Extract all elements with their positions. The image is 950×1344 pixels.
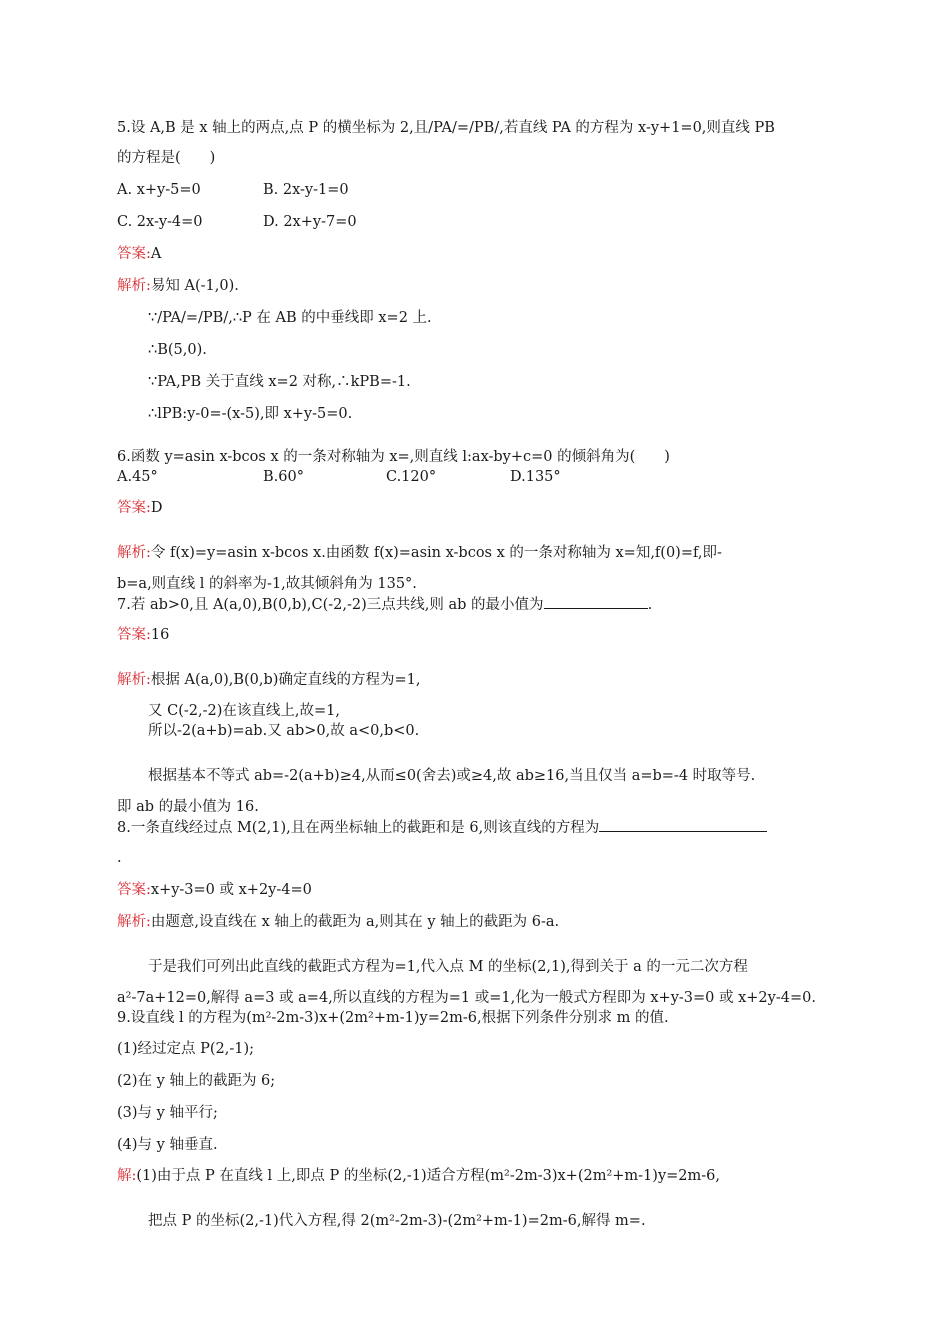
q7-analysis [117,670,420,690]
q5-option-a: A. x+y-5=0 [117,182,201,198]
q6-option-a: A.45° [117,469,158,485]
q9-item-1: (1)经过定点 P(2,-1); [117,1041,255,1057]
q5-analysis [117,276,239,296]
q5-step-4: ∴lPB:y-0=-(x-5),即 x+y-5=0. [148,406,353,422]
q7-stem-text: 7.若 ab>0,且 A(a,0),B(0,b),C(-2,-2)三点共线,则 ab 的最小值为 [117,597,544,613]
q5-stem-line1: 5.设 A,B 是 x 轴上的两点,点 P 的横坐标为 2,且/PA/=/PB/,若直线 PA 的方程为 x-y+1=0,则直线 PB [117,120,775,136]
answer-blank[interactable] [599,817,767,832]
analysis-text: 由题意,设直线在 x 轴上的截距为 a,则其在 y 轴上的截距为 6-a. [150,914,560,930]
answer-label: 答案: [117,627,151,643]
q8-answer [117,880,312,900]
q7-step-1: 又 C(-2,-2)在该直线上,故=1, [148,703,340,719]
q8-step-1: 于是我们可列出此直线的截距式方程为=1,代入点 M 的坐标(2,1),得到关于 a 的一元二次方程 [148,959,748,975]
analysis-label: 解析: [117,278,151,294]
q7-stem-end: . [647,597,653,613]
q9-solution-line2: 把点 P 的坐标(2,-1)代入方程,得 2(m²-2m-3)-(2m²+m-1)=2m-6,解得 m=. [148,1213,646,1229]
q8-stem-text: 8.一条直线经过点 M(2,1),且在两坐标轴上的截距和是 6,则该直线的方程为 [117,820,600,836]
q5-option-b: B. 2x-y-1=0 [263,182,349,198]
q7-answer [117,625,169,645]
q7-stem [117,594,652,615]
analysis-label: 解析: [117,914,151,930]
q6-answer [117,498,163,518]
answer-blank[interactable] [544,594,648,609]
q6-option-b: B.60° [263,469,304,485]
solution-text: (1)由于点 P 在直线 l 上,即点 P 的坐标(2,-1)适合方程(m²-2m-3)x+(2m²+m-1)y=2m-6, [136,1168,720,1184]
q5-stem-line2: 的方程是( ) [117,150,216,166]
q9-item-3: (3)与 y 轴平行; [117,1105,218,1121]
answer-value: A [150,246,162,262]
q5-step-3: ∵PA,PB 关于直线 x=2 对称,∴kPB=-1. [148,374,411,390]
q7-step-2: 所以-2(a+b)=ab.又 ab>0,故 a<0,b<0. [148,723,420,739]
q6-option-c: C.120° [386,469,437,485]
q8-analysis [117,912,559,932]
q7-step-3: 根据基本不等式 ab=-2(a+b)≥4,从而≤0(舍去)或≥4,故 ab≥16,当且仅当 a=b=-4 时取等号. [148,768,756,784]
analysis-label: 解析: [117,545,151,561]
answer-label: 答案: [117,500,151,516]
q5-answer [117,244,161,264]
q9-item-4: (4)与 y 轴垂直. [117,1137,218,1153]
answer-value: x+y-3=0 或 x+2y-4=0 [150,882,312,898]
analysis-text: 令 f(x)=y=asin x-bcos x.由函数 f(x)=asin x-bcos x 的一条对称轴为 x=知,f(0)=f,即- [150,545,722,561]
analysis-text: 易知 A(-1,0). [150,278,239,294]
q6-stem: 6.函数 y=asin x-bcos x 的一条对称轴为 x=,则直线 l:ax-by+c=0 的倾斜角为( ) [117,449,670,465]
solution-label: 解: [117,1168,137,1184]
answer-label: 答案: [117,246,151,262]
q5-option-c: C. 2x-y-4=0 [117,214,203,230]
q5-option-d: D. 2x+y-7=0 [263,214,357,230]
q5-step-1: ∵/PA/=/PB/,∴P 在 AB 的中垂线即 x=2 上. [148,310,432,326]
answer-label: 答案: [117,882,151,898]
analysis-label: 解析: [117,672,151,688]
q9-item-2: (2)在 y 轴上的截距为 6; [117,1073,276,1089]
q6-analysis-line2: b=a,则直线 l 的斜率为-1,故其倾斜角为 135°. [117,576,417,592]
q8-stem [117,817,767,838]
q6-option-d: D.135° [510,469,561,485]
q9-solution [117,1166,720,1186]
q9-stem: 9.设直线 l 的方程为(m²-2m-3)x+(2m²+m-1)y=2m-6,根据下列条件分别求 m 的值. [117,1010,669,1026]
answer-value: D [150,500,163,516]
q8-stem-line2: . [117,850,122,866]
answer-value: 16 [150,627,170,643]
q8-step-2: a²-7a+12=0,解得 a=3 或 a=4,所以直线的方程为=1 或=1,化为一般式方程即为 x+y-3=0 或 x+2y-4=0. [117,990,816,1006]
analysis-text: 根据 A(a,0),B(0,b)确定直线的方程为=1, [150,672,421,688]
q6-analysis [117,543,722,563]
q5-step-2: ∴B(5,0). [148,342,207,358]
q7-step-4: 即 ab 的最小值为 16. [117,799,259,815]
